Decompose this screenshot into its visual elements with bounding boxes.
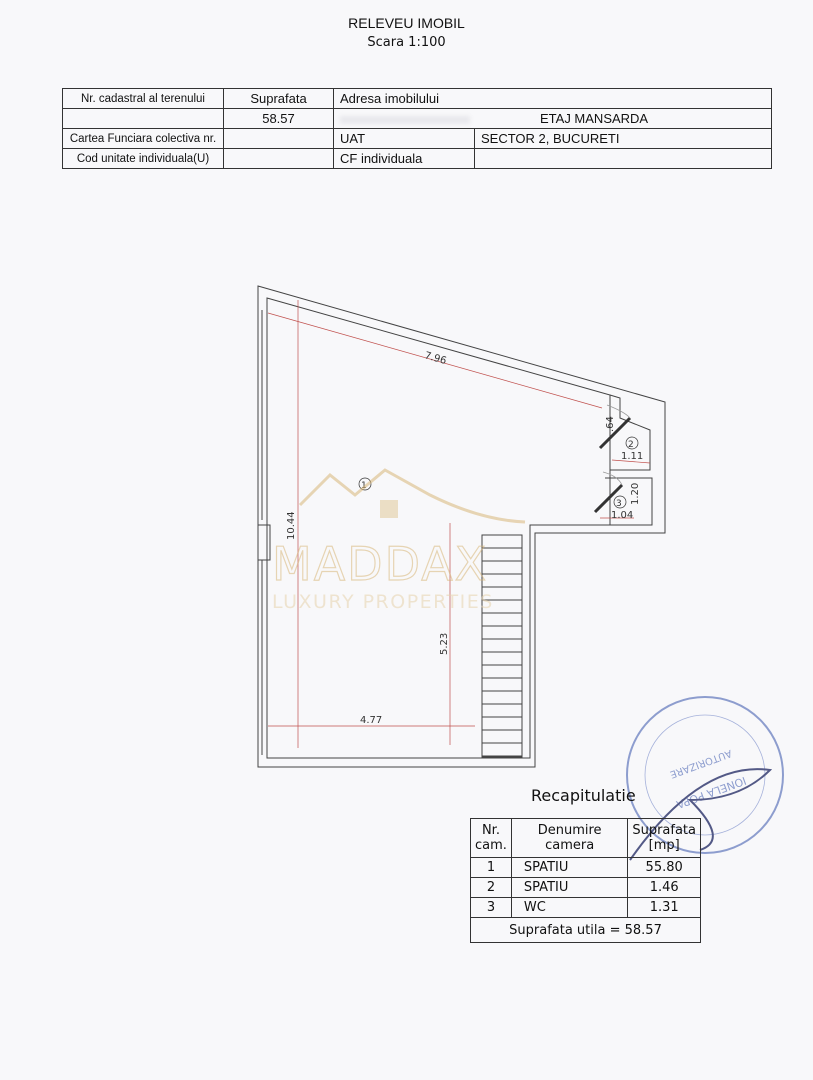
row-area: 55.80 — [628, 858, 701, 878]
row-nr: 3 — [471, 898, 512, 918]
dim-r3-width: 1.04 — [611, 510, 634, 521]
total-row — [471, 918, 701, 943]
row-name: WC — [511, 898, 627, 918]
table-row — [471, 898, 701, 918]
svg-text:3: 3 — [616, 499, 622, 509]
table-header — [471, 819, 701, 858]
outer-wall — [258, 286, 665, 767]
dim-center: 5.23 — [439, 632, 450, 655]
watermark-logo — [272, 470, 525, 613]
header-name: Denumire camera — [511, 819, 627, 858]
row-area: 1.46 — [628, 878, 701, 898]
room-label-3 — [614, 496, 626, 509]
dim-r3-height: 1.20 — [630, 482, 641, 505]
uat-value: SECTOR 2, BUCURETI — [475, 129, 772, 149]
table-row — [471, 858, 701, 878]
inner-wall — [267, 298, 610, 758]
row-name: SPATIU — [511, 858, 627, 878]
wall-column — [258, 525, 270, 560]
dim-top: 7.96 — [423, 350, 448, 368]
row-nr: 2 — [471, 878, 512, 898]
svg-text:IONELA POPA: IONELA POPA — [674, 773, 748, 812]
cf-individual-label: CF individuala — [334, 149, 475, 169]
surface-label: Suprafata — [224, 89, 334, 109]
uat-label: UAT — [334, 129, 475, 149]
recap-title: Recapitulatie — [531, 786, 636, 805]
header-area: Suprafata [mp] — [628, 819, 701, 858]
dim-left: 10.44 — [286, 511, 297, 540]
svg-text:MADDAX: MADDAX — [272, 537, 489, 591]
cf-collective-label: Cartea Funciara colectiva nr. — [63, 129, 224, 149]
recap-table — [470, 818, 701, 943]
document-title: RELEVEU IMOBIL — [348, 15, 465, 31]
dim-bottom: 4.77 — [360, 715, 383, 726]
total-area: Suprafata utila = 58.57 — [471, 918, 701, 943]
dim-r2-height: .64 — [605, 416, 616, 432]
svg-text:1: 1 — [361, 481, 367, 491]
unit-code-label: Cod unitate individuala(U) — [63, 149, 224, 169]
address-floor: ETAJ MANSARDA — [540, 111, 649, 126]
address-label: Adresa imobilului — [334, 89, 772, 109]
table-row — [471, 878, 701, 898]
svg-text:AUTORIZARE: AUTORIZARE — [668, 746, 734, 780]
scale-label: Scara 1:100 — [367, 35, 446, 50]
dim-r2-width: 1.11 — [621, 451, 644, 462]
header-nr: Nr. cam. — [471, 819, 512, 858]
room-label-2 — [626, 437, 638, 450]
surface-value: 58.57 — [224, 109, 334, 129]
cadastral-label: Nr. cadastral al terenului — [63, 89, 224, 109]
row-area: 1.31 — [628, 898, 701, 918]
row-nr: 1 — [471, 858, 512, 878]
row-name: SPATIU — [511, 878, 627, 898]
svg-text:2: 2 — [628, 440, 634, 450]
svg-text:LUXURY PROPERTIES: LUXURY PROPERTIES — [272, 591, 494, 613]
